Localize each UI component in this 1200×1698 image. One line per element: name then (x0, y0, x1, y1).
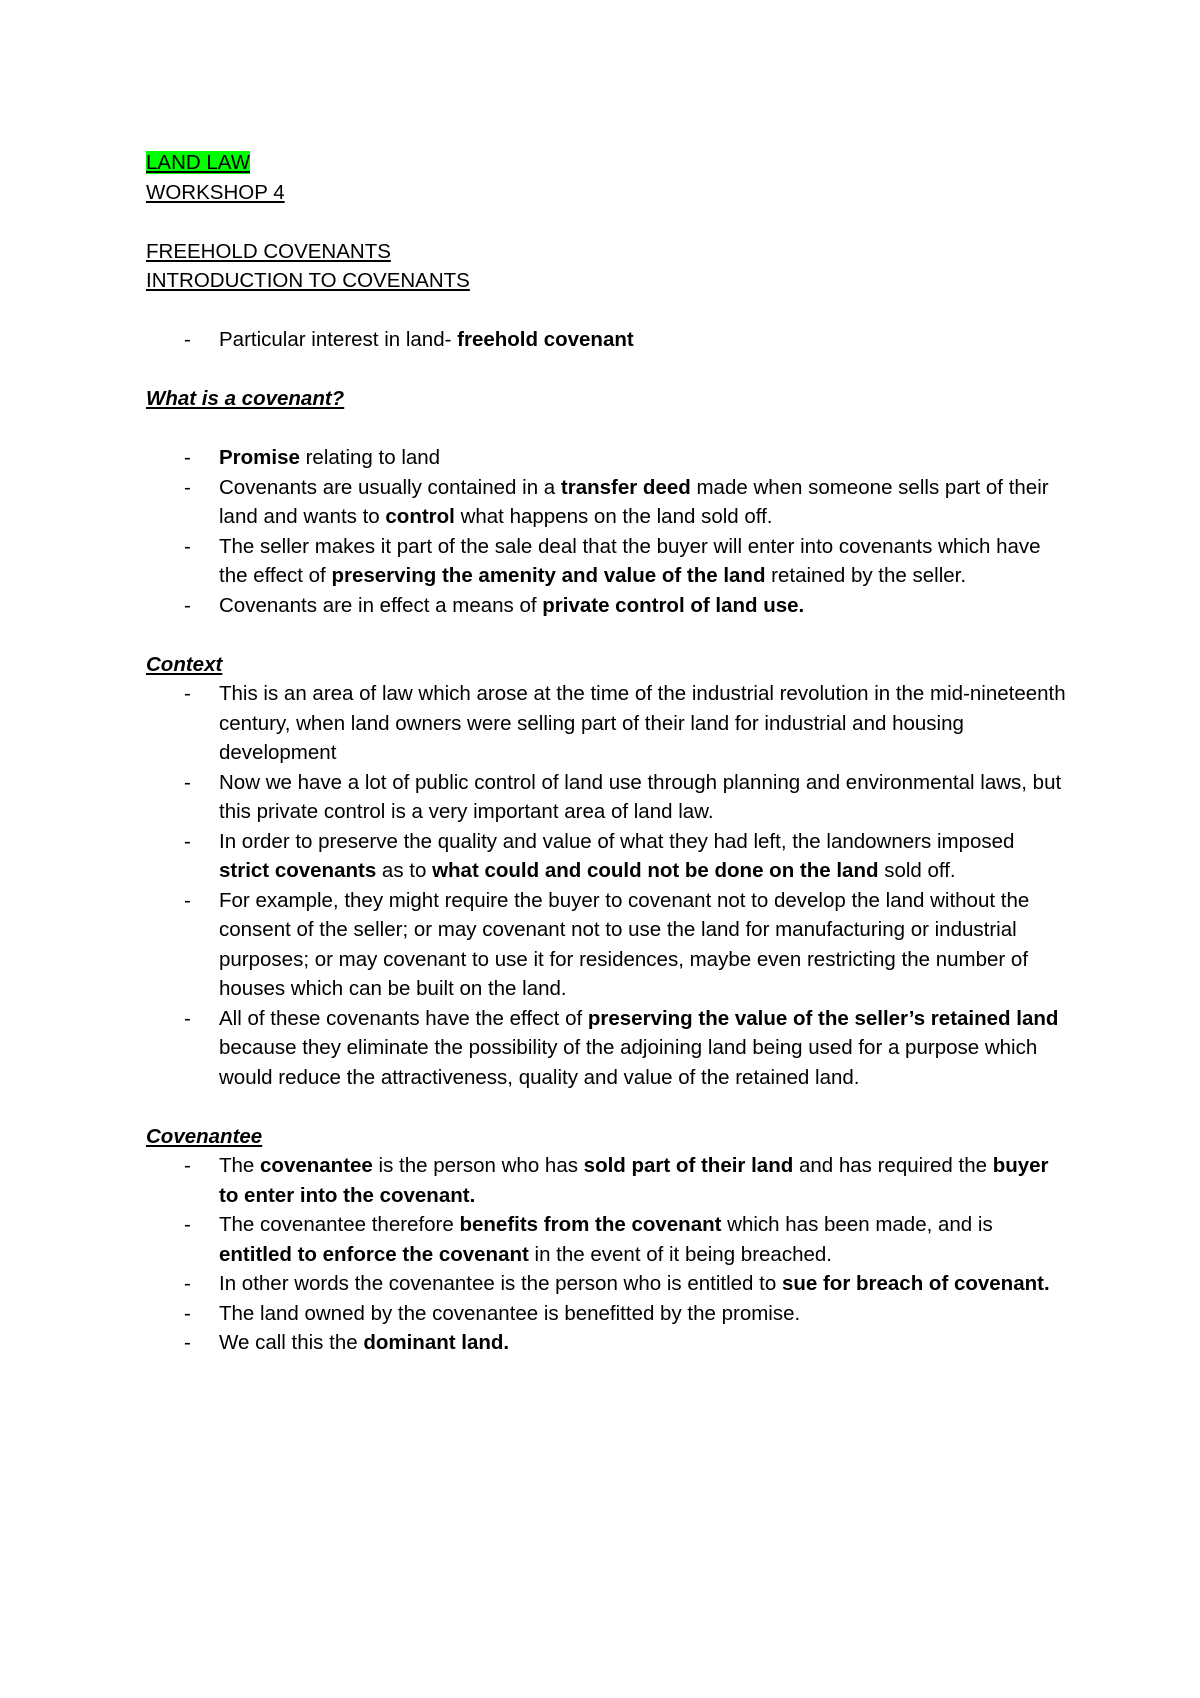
section-heading-what-is: What is a covenant? (146, 387, 345, 410)
list-item: - All of these covenants have the effect of preserving the value of the seller’s retained land because they eliminate the possibility of the adjoining land being used for a purpose which would reduce the attractiveness, quality and value of the retained land. (146, 1004, 1066, 1093)
list-item: - Promise relating to land (146, 443, 1066, 473)
subtopic-title: INTRODUCTION TO COVENANTS (146, 269, 470, 292)
intro-list (146, 325, 1066, 355)
list-item: - The covenantee therefore benefits from the covenant which has been made, and is entitled to enforce the covenant in the event of it being breached. (146, 1210, 1066, 1269)
list-item: - In other words the covenantee is the person who is entitled to sue for breach of covenant. (146, 1269, 1066, 1299)
topic-title: FREEHOLD COVENANTS (146, 239, 391, 263)
list-item: - In order to preserve the quality and value of what they had left, the landowners imposed strict covenants as to what could and could not be done on the land sold off. (146, 827, 1066, 886)
list-item: - This is an area of law which arose at the time of the industrial revolution in the mid-nineteenth century, when land owners were selling part of their land for industrial and housing development (146, 679, 1066, 768)
context-list (146, 679, 1066, 1092)
list-item: - For example, they might require the buyer to covenant not to develop the land without the consent of the seller; or may covenant not to use the land for manufacturing or industrial purposes; or may covenant to use it for residences, maybe even restricting the number of houses which can be built on the land. (146, 886, 1066, 1004)
list-item: - Covenants are usually contained in a transfer deed made when someone sells part of their land and wants to control what happens on the land sold off. (146, 473, 1066, 532)
list-item: - Particular interest in land- freehold covenant (146, 325, 1066, 355)
list-item: - We call this the dominant land. (146, 1328, 1066, 1358)
list-item: - Now we have a lot of public control of land use through planning and environmental laws, but this private control is a very important area of land law. (146, 768, 1066, 827)
workshop-title: WORKSHOP 4 (146, 180, 285, 204)
list-item: - The covenantee is the person who has sold part of their land and has required the buyer to enter into the covenant. (146, 1151, 1066, 1210)
covenantee-list (146, 1151, 1066, 1358)
course-title: LAND LAW (146, 151, 251, 174)
list-item: - Covenants are in effect a means of private control of land use. (146, 591, 1066, 621)
section-heading-context: Context (146, 652, 223, 676)
what-is-list (146, 443, 1066, 620)
document-body (146, 148, 1066, 1358)
list-item: - The land owned by the covenantee is benefitted by the promise. (146, 1299, 1066, 1329)
section-heading-covenantee: Covenantee (146, 1124, 263, 1148)
list-item: - The seller makes it part of the sale deal that the buyer will enter into covenants which have the effect of preserving the amenity and value of the land retained by the seller. (146, 532, 1066, 591)
